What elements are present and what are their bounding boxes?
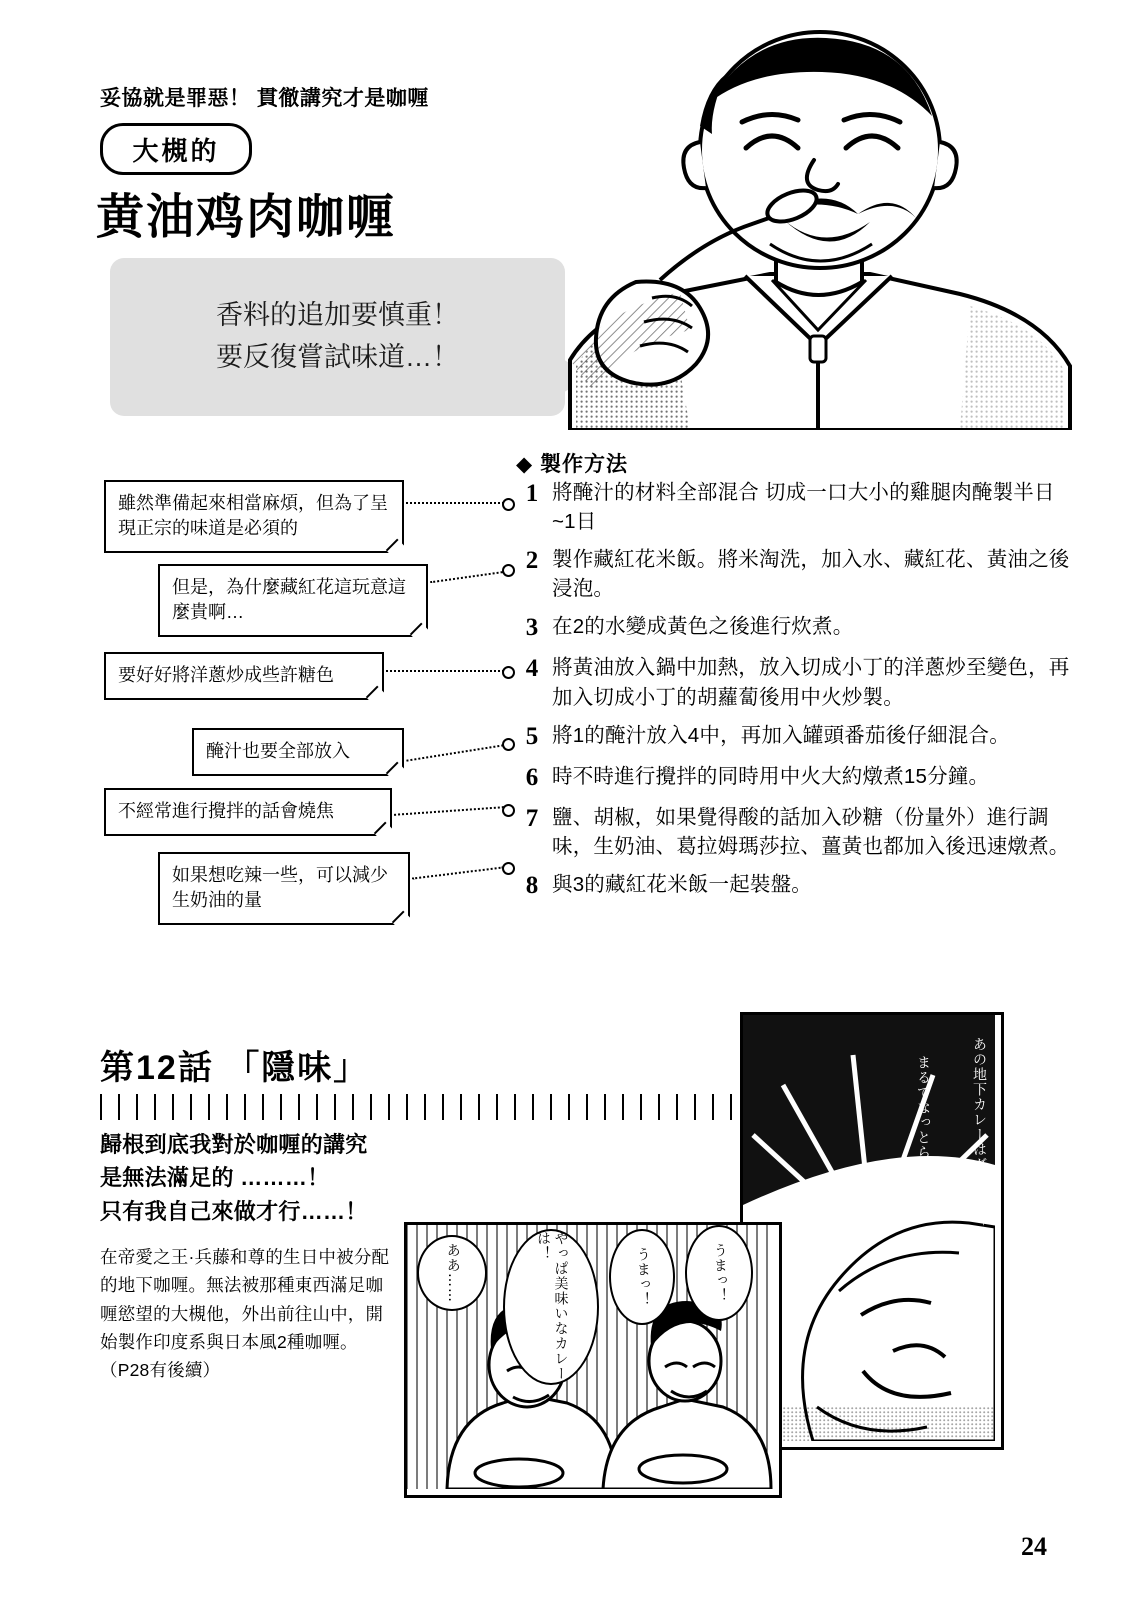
step-item — [512, 870, 1077, 902]
chapter-lead-line-3: 只有我自己來做才行……！ — [100, 1198, 368, 1224]
chapter-lead — [100, 1128, 368, 1228]
character-illustration — [540, 30, 1100, 430]
leader-line — [394, 806, 504, 818]
chapter-divider — [100, 1094, 740, 1120]
leader-dot — [502, 804, 515, 817]
step-text: 將黃油放入鍋中加熱，放入切成小丁的洋蔥炒至變色，再加入切成小丁的胡蘿蔔後用中火炒製。 — [552, 656, 1070, 709]
manga-bubble-4: うまっ！ — [685, 1225, 753, 1321]
step-item — [512, 545, 1077, 603]
note-callout: 醃汁也要全部放入 — [192, 728, 404, 776]
note-callout: 不經常進行攪拌的話會燒焦 — [104, 788, 392, 836]
note-callout: 要好好將洋蔥炒成些許糖色 — [104, 652, 384, 700]
method-steps — [512, 478, 1077, 911]
page-number: 24 — [1021, 1532, 1047, 1561]
step-item — [512, 721, 1077, 753]
step-text: 製作藏紅花米飯。將米淘洗，加入水、藏紅花、黃油之後浸泡。 — [552, 548, 1070, 601]
leader-line — [406, 502, 504, 506]
manga-bubble-1: ああ…… — [417, 1235, 487, 1311]
manga-bubble-a: あの地下カレーはダメ……！ — [971, 1037, 987, 1232]
page-tagline: 妥協就是罪惡！ 貫徹講究才是咖喱 — [100, 87, 429, 110]
leader-line — [430, 571, 506, 586]
step-item — [512, 612, 1077, 644]
chapter-body: 在帝愛之王·兵藤和尊的生日中被分配的地下咖喱。無法被那種東西滿足咖喱慾望的大槻他，外出前往山中，開始製作印度系與日本風2種咖喱。 （P28有後續） — [100, 1247, 390, 1381]
leader-dot — [502, 564, 515, 577]
step-text: 鹽、胡椒，如果覺得酸的話加入砂糖（份量外）進行調味，生奶油、葛拉姆瑪莎拉、薑黃也都加入後迅速燉煮。 — [552, 805, 1070, 858]
leader-line — [386, 670, 504, 674]
speech-bubble — [110, 258, 565, 416]
manga-bubble-3: うまっ！ — [609, 1229, 675, 1325]
step-number: 8 — [525, 871, 539, 899]
step-item — [512, 653, 1077, 711]
step-item — [512, 478, 1077, 536]
step-number: 3 — [525, 614, 539, 642]
chapter-lead-line-1: 歸根到底我對於咖喱的講究 — [100, 1132, 368, 1157]
leader-dot — [502, 738, 515, 751]
note-callout: 如果想吃辣一些，可以減少生奶油的量 — [158, 852, 410, 925]
chapter-lead-line-2: 是無法滿足的 ………！ — [100, 1165, 330, 1191]
chapter-title: 第12話 「隱味」 — [100, 1049, 370, 1087]
step-text: 時不時進行攪拌的同時用中火大約燉煮15分鐘。 — [552, 764, 990, 788]
leader-line — [412, 866, 504, 881]
manga-bubble-2: やっぱ美味いなカレーは！ — [503, 1229, 599, 1385]
leader-dot — [502, 498, 515, 511]
leader-line — [406, 744, 503, 763]
step-number: 6 — [525, 763, 539, 791]
page-title: 黄油鸡肉咖喱 — [96, 189, 397, 245]
leader-dot — [502, 666, 515, 679]
step-text: 在2的水變成黃色之後進行炊煮。 — [552, 615, 854, 639]
note-callout: 雖然準備起來相當麻煩，但為了呈現正宗的味道是必須的 — [104, 480, 404, 553]
step-text: 將醃汁的材料全部混合 切成一口大小的雞腿肉醃製半日~1日 — [552, 481, 1055, 534]
speech-line-2: 要反復嘗試味道…！ — [216, 342, 459, 372]
step-number: 7 — [525, 804, 539, 832]
method-heading: ◆ 製作方法 — [516, 453, 628, 476]
leader-dot — [502, 862, 515, 875]
manga-bubble-b: まるでなっとらん……！ — [915, 1055, 931, 1220]
step-item — [512, 762, 1077, 794]
step-number: 1 — [525, 480, 539, 507]
note-callout: 但是，為什麼藏紅花這玩意這麼貴啊… — [158, 564, 428, 637]
manga-panel-left — [404, 1222, 782, 1498]
step-number: 5 — [525, 722, 539, 750]
step-number: 4 — [525, 655, 539, 683]
step-item — [512, 803, 1077, 861]
step-text: 將1的醃汁放入4中，再加入罐頭番茄後仔細混合。 — [552, 723, 1010, 747]
step-text: 與3的藏紅花米飯一起裝盤。 — [552, 872, 813, 896]
author-badge: 大槻的 — [100, 123, 252, 175]
speech-line-1: 香料的追加要慎重！ — [216, 300, 459, 331]
step-number: 2 — [525, 547, 539, 575]
